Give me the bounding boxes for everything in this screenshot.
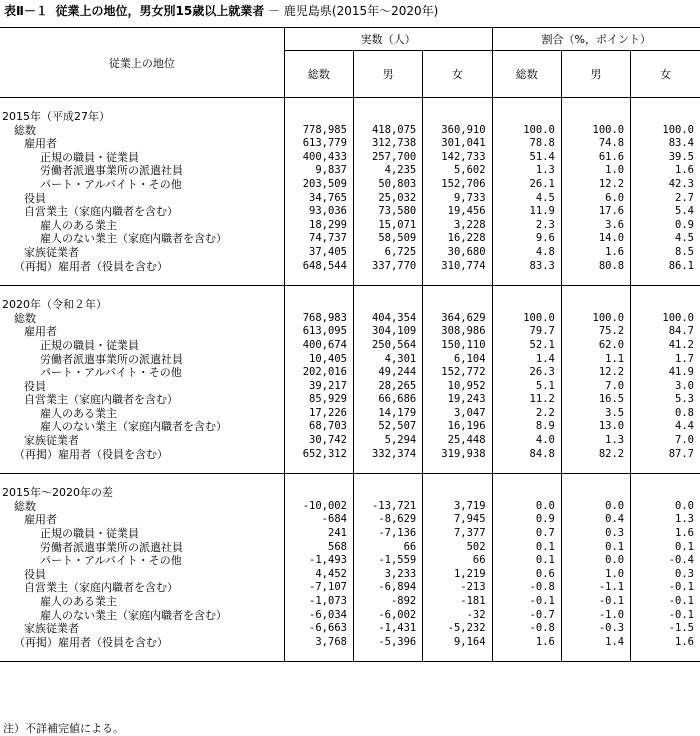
- row-label: 役員: [24, 191, 46, 205]
- table-cell: 337,770: [353, 260, 422, 274]
- table-cell: -0.4: [631, 554, 700, 568]
- table-cell: 100.0: [631, 124, 700, 138]
- row-label: 家族従業者: [24, 434, 79, 448]
- table-cell: 4,235: [353, 164, 422, 178]
- table-row: [0, 151, 700, 165]
- table-cell: 12.2: [561, 366, 630, 380]
- table-cell: -6,002: [353, 609, 422, 623]
- table-cell: -0.7: [492, 609, 561, 623]
- table-row: [0, 636, 700, 650]
- row-label: 雇用者: [24, 137, 57, 151]
- table-cell: 17.6: [561, 205, 630, 219]
- table-cell: 308,986: [423, 325, 492, 339]
- row-label: 雇人のない業主（家庭内職者を含む）: [40, 608, 227, 622]
- table-cell: 1.4: [561, 636, 630, 650]
- table-cell: 78.8: [492, 137, 561, 151]
- table-cell: 87.7: [631, 448, 700, 462]
- table-cell: -1,493: [284, 554, 353, 568]
- table-cell: 10,405: [284, 353, 353, 367]
- table-cell: 310,774: [423, 260, 492, 274]
- row-label: 雇人のある業主: [40, 595, 117, 608]
- table-cell: 93,036: [284, 205, 353, 219]
- table-cell: 19,243: [423, 393, 492, 407]
- table-cell: 4,452: [284, 568, 353, 582]
- table-cell: 10,952: [423, 380, 492, 394]
- table-cell: 4.0: [492, 434, 561, 448]
- row-label: （再掲）雇用者（役員を含む）: [14, 635, 168, 649]
- table-cell: 84.7: [631, 325, 700, 339]
- table-row: [0, 260, 700, 274]
- table-cell: 12.2: [561, 178, 630, 192]
- table-cell: 100.0: [492, 124, 561, 138]
- table-cell: 364,629: [423, 312, 492, 326]
- row-label: パート・アルバイト・その他: [40, 177, 182, 191]
- table-cell: 250,564: [353, 339, 422, 353]
- col-header-actual-male: 男: [353, 51, 422, 98]
- ratio-group-header: 割合（%，ポイント）: [492, 28, 700, 51]
- table-cell: 50,803: [353, 178, 422, 192]
- table-row: [0, 393, 700, 407]
- table-cell: -5,232: [423, 622, 492, 636]
- actual-group-header: 実数（人）: [284, 28, 492, 51]
- table-cell: 100.0: [561, 124, 630, 138]
- table-cell: 5,294: [353, 434, 422, 448]
- table-cell: 1.3: [492, 164, 561, 178]
- table-row: [0, 339, 700, 353]
- table-cell: 0.0: [492, 500, 561, 514]
- col-header-ratio-male: 男: [561, 51, 630, 98]
- table-cell: -684: [284, 513, 353, 527]
- table-row: [0, 178, 700, 192]
- table-cell: 11.9: [492, 205, 561, 219]
- table-cell: 0.7: [492, 527, 561, 541]
- table-cell: -1,431: [353, 622, 422, 636]
- table-cell: -892: [353, 595, 422, 609]
- table-cell: -7,136: [353, 527, 422, 541]
- table-cell: 0.9: [492, 513, 561, 527]
- table-cell: -0.1: [492, 595, 561, 609]
- table-cell: 51.4: [492, 151, 561, 165]
- table-cell: 18,299: [284, 219, 353, 233]
- table-cell: -6,663: [284, 622, 353, 636]
- row-label: 雇人のある業主: [40, 406, 117, 420]
- table-cell: 85,929: [284, 393, 353, 407]
- row-label: 雇用者: [24, 325, 57, 339]
- table-cell: 68,703: [284, 420, 353, 434]
- table-cell: 3.5: [561, 407, 630, 421]
- row-label: パート・アルバイト・その他: [40, 554, 182, 568]
- row-label: 総数: [14, 311, 36, 325]
- table-cell: 11.2: [492, 393, 561, 407]
- table-row: [0, 568, 700, 582]
- row-label: 雇人のない業主（家庭内職者を含む）: [40, 420, 227, 434]
- table-cell: 16.5: [561, 393, 630, 407]
- table-cell: 52,507: [353, 420, 422, 434]
- table-row: [0, 420, 700, 434]
- table-cell: -213: [423, 581, 492, 595]
- table-cell: 7.0: [561, 380, 630, 394]
- table-cell: 30,680: [423, 246, 492, 260]
- row-label: 総数: [14, 123, 36, 137]
- row-label: 自営業主（家庭内職者を含む）: [24, 205, 178, 219]
- table-cell: 150,110: [423, 339, 492, 353]
- table-cell: 4.8: [492, 246, 561, 260]
- table-cell: 100.0: [561, 312, 630, 326]
- row-label: 労働者派遣事業所の派遣社員: [40, 540, 183, 554]
- table-cell: 768,983: [284, 312, 353, 326]
- row-label: 総数: [14, 499, 36, 513]
- row-label: 労働者派遣事業所の派遣社員: [40, 352, 183, 366]
- table-cell: 84.8: [492, 448, 561, 462]
- row-label: パート・アルバイト・その他: [40, 366, 182, 380]
- table-cell: 3,719: [423, 500, 492, 514]
- table-subtitle: － 鹿児島県(2015年～2020年): [268, 4, 439, 18]
- table-cell: 5.1: [492, 380, 561, 394]
- table-row: [0, 541, 700, 555]
- row-label: 家族従業者: [24, 622, 79, 636]
- table-cell: 7.0: [631, 434, 700, 448]
- table-cell: 5.4: [631, 205, 700, 219]
- table-row: [0, 595, 700, 609]
- table-cell: 66: [423, 554, 492, 568]
- table-cell: -0.8: [492, 622, 561, 636]
- table-title: [4, 2, 438, 19]
- row-label: 雇用者: [24, 513, 57, 527]
- table-cell: 16,196: [423, 420, 492, 434]
- table-cell: 5.3: [631, 393, 700, 407]
- col-header-actual-female: 女: [423, 51, 492, 98]
- table-cell: 5,602: [423, 164, 492, 178]
- table-cell: 1.0: [561, 568, 630, 582]
- table-cell: 6,725: [353, 246, 422, 260]
- table-cell: 4.5: [631, 232, 700, 246]
- table-cell: 4.5: [492, 192, 561, 206]
- table-cell: 418,075: [353, 124, 422, 138]
- table-cell: 304,109: [353, 325, 422, 339]
- table-cell: 74.8: [561, 137, 630, 151]
- table-row: [0, 500, 700, 514]
- table-cell: 1.6: [631, 527, 700, 541]
- table-cell: 568: [284, 541, 353, 555]
- table-cell: 0.0: [631, 500, 700, 514]
- table-main-title: 従業上の地位，男女別15歳以上就業者: [55, 4, 265, 18]
- table-cell: -0.1: [631, 609, 700, 623]
- table-cell: 3,233: [353, 568, 422, 582]
- table-row: [0, 353, 700, 367]
- table-cell: 1.6: [631, 164, 700, 178]
- table-cell: 2.3: [492, 219, 561, 233]
- table-row: [0, 192, 700, 206]
- table-cell: -1.0: [561, 609, 630, 623]
- table-cell: 0.9: [631, 219, 700, 233]
- table-cell: 1,219: [423, 568, 492, 582]
- table-cell: 1.1: [561, 353, 630, 367]
- table-cell: 49,244: [353, 366, 422, 380]
- table-cell: 404,354: [353, 312, 422, 326]
- col-header-actual-total: 総数: [284, 51, 353, 98]
- table-cell: 0.0: [561, 500, 630, 514]
- table-cell: 42.3: [631, 178, 700, 192]
- table-cell: 319,938: [423, 448, 492, 462]
- table-cell: 66,686: [353, 393, 422, 407]
- row-label: 雇人のある業主: [40, 218, 117, 232]
- table-cell: 4,301: [353, 353, 422, 367]
- table-cell: 26.3: [492, 366, 561, 380]
- table-cell: 16,228: [423, 232, 492, 246]
- table-cell: 2.2: [492, 407, 561, 421]
- table-cell: 1.3: [561, 434, 630, 448]
- table-cell: 0.3: [561, 527, 630, 541]
- section-heading: 2015年（平成27年）: [2, 110, 110, 123]
- table-cell: 62.0: [561, 339, 630, 353]
- table-row: [0, 448, 700, 462]
- table-cell: 202,016: [284, 366, 353, 380]
- table-cell: 360,910: [423, 124, 492, 138]
- table-cell: 0.8: [631, 407, 700, 421]
- table-row: [0, 622, 700, 636]
- table-cell: 14,179: [353, 407, 422, 421]
- table-cell: 1.6: [631, 636, 700, 650]
- table-cell: 142,733: [423, 151, 492, 165]
- table-cell: -0.1: [631, 581, 700, 595]
- table-cell: 52.1: [492, 339, 561, 353]
- row-label-header: 従業上の地位: [0, 28, 284, 98]
- table-cell: 15,071: [353, 219, 422, 233]
- table-cell: -1,559: [353, 554, 422, 568]
- table-cell: -6,034: [284, 609, 353, 623]
- table-cell: 86.1: [631, 260, 700, 274]
- table-row: [0, 609, 700, 623]
- table-cell: 9,733: [423, 192, 492, 206]
- row-label: （再掲）雇用者（役員を含む）: [14, 259, 168, 273]
- table-cell: -6,894: [353, 581, 422, 595]
- table-row: [0, 124, 700, 138]
- table-cell: 613,779: [284, 137, 353, 151]
- table-cell: 8.5: [631, 246, 700, 260]
- table-row: [0, 554, 700, 568]
- table-cell: 9,164: [423, 636, 492, 650]
- table-cell: 1.6: [561, 246, 630, 260]
- table-cell: 778,985: [284, 124, 353, 138]
- col-header-ratio-total: 総数: [492, 51, 561, 98]
- table-cell: 6,104: [423, 353, 492, 367]
- table-cell: 3,047: [423, 407, 492, 421]
- table-cell: 41.2: [631, 339, 700, 353]
- table-cell: 100.0: [631, 312, 700, 326]
- table-cell: 17,226: [284, 407, 353, 421]
- footnote: 注）不詳補完値による。: [3, 722, 124, 735]
- table-cell: 0.3: [631, 568, 700, 582]
- table-cell: 26.1: [492, 178, 561, 192]
- table-cell: 400,433: [284, 151, 353, 165]
- table-cell: 4.4: [631, 420, 700, 434]
- table-cell: -0.8: [492, 581, 561, 595]
- table-cell: 0.1: [492, 541, 561, 555]
- col-header-ratio-female: 女: [631, 51, 700, 98]
- table-cell: 82.2: [561, 448, 630, 462]
- table-cell: 37,405: [284, 246, 353, 260]
- table-cell: 80.8: [561, 260, 630, 274]
- table-cell: -5,396: [353, 636, 422, 650]
- table-cell: 19,456: [423, 205, 492, 219]
- table-cell: 312,738: [353, 137, 422, 151]
- table-cell: 74,737: [284, 232, 353, 246]
- table-row: [0, 205, 700, 219]
- table-cell: 301,041: [423, 137, 492, 151]
- table-cell: 7,945: [423, 513, 492, 527]
- table-cell: -13,721: [353, 500, 422, 514]
- table-cell: 61.6: [561, 151, 630, 165]
- table-cell: -0.1: [631, 595, 700, 609]
- table-cell: 332,374: [353, 448, 422, 462]
- row-label: 家族従業者: [24, 245, 79, 259]
- table-cell: 14.0: [561, 232, 630, 246]
- table-cell: 3,768: [284, 636, 353, 650]
- table-cell: 100.0: [492, 312, 561, 326]
- table-cell: 13.0: [561, 420, 630, 434]
- table-cell: 0.1: [561, 541, 630, 555]
- table-cell: 1.4: [492, 353, 561, 367]
- table-cell: -0.3: [561, 622, 630, 636]
- table-cell: 3,228: [423, 219, 492, 233]
- table-cell: 28,265: [353, 380, 422, 394]
- row-label: 正規の職員・従業員: [40, 527, 139, 541]
- row-label: 雇人のない業主（家庭内職者を含む）: [40, 232, 227, 246]
- table-cell: 9.6: [492, 232, 561, 246]
- table-cell: -8,629: [353, 513, 422, 527]
- table-row: [0, 407, 700, 421]
- table-cell: 502: [423, 541, 492, 555]
- table-cell: 0.4: [561, 513, 630, 527]
- row-label: 役員: [24, 567, 46, 581]
- table-row: [0, 527, 700, 541]
- table-row: [0, 246, 700, 260]
- table-cell: -1,073: [284, 595, 353, 609]
- table-cell: 75.2: [561, 325, 630, 339]
- table-cell: 0.0: [561, 554, 630, 568]
- row-label: 自営業主（家庭内職者を含む）: [24, 581, 178, 595]
- table-number: 表Ⅱ－１: [4, 4, 48, 18]
- row-label: 役員: [24, 379, 46, 393]
- table-cell: 41.9: [631, 366, 700, 380]
- table-row: [0, 513, 700, 527]
- table-cell: 83.3: [492, 260, 561, 274]
- table-cell: 2.7: [631, 192, 700, 206]
- table-cell: 83.4: [631, 137, 700, 151]
- table-cell: 66: [353, 541, 422, 555]
- table-cell: 0.1: [631, 541, 700, 555]
- table-cell: -0.1: [561, 595, 630, 609]
- table-cell: 0.1: [492, 554, 561, 568]
- table-cell: 652,312: [284, 448, 353, 462]
- row-label: （再掲）雇用者（役員を含む）: [14, 447, 168, 461]
- table-cell: 39.5: [631, 151, 700, 165]
- table-cell: 613,095: [284, 325, 353, 339]
- row-label: 正規の職員・従業員: [40, 150, 139, 164]
- row-label: 正規の職員・従業員: [40, 338, 139, 352]
- table-cell: 0.6: [492, 568, 561, 582]
- row-label: 自営業主（家庭内職者を含む）: [24, 393, 178, 407]
- table-cell: 7,377: [423, 527, 492, 541]
- table-cell: 1.7: [631, 353, 700, 367]
- table-cell: 25,448: [423, 434, 492, 448]
- table-row: [0, 325, 700, 339]
- table-cell: 400,674: [284, 339, 353, 353]
- table-cell: 1.6: [492, 636, 561, 650]
- section-heading: 2020年（令和２年）: [2, 298, 107, 312]
- table-cell: -181: [423, 595, 492, 609]
- table-cell: 1.0: [561, 164, 630, 178]
- table-cell: 3.0: [631, 380, 700, 394]
- table-cell: 1.3: [631, 513, 700, 527]
- table-cell: 25,032: [353, 192, 422, 206]
- row-label: 労働者派遣事業所の派遣社員: [40, 164, 183, 178]
- table-cell: 648,544: [284, 260, 353, 274]
- table-cell: 152,772: [423, 366, 492, 380]
- table-cell: 241: [284, 527, 353, 541]
- table-cell: 58,509: [353, 232, 422, 246]
- table-cell: 3.6: [561, 219, 630, 233]
- table-row: [0, 219, 700, 233]
- table-row: [0, 137, 700, 151]
- table-cell: -1.1: [561, 581, 630, 595]
- table-row: [0, 366, 700, 380]
- employment-table: [0, 27, 700, 662]
- table-cell: 73,580: [353, 205, 422, 219]
- table-cell: 6.0: [561, 192, 630, 206]
- table-cell: -7,107: [284, 581, 353, 595]
- table-cell: -1.5: [631, 622, 700, 636]
- table-cell: 8.9: [492, 420, 561, 434]
- table-cell: 152,706: [423, 178, 492, 192]
- table-cell: 34,765: [284, 192, 353, 206]
- table-row: [0, 312, 700, 326]
- table-cell: 79.7: [492, 325, 561, 339]
- table-row: [0, 380, 700, 394]
- section-heading: 2015年～2020年の差: [2, 486, 113, 500]
- table-cell: -32: [423, 609, 492, 623]
- table-cell: 9,837: [284, 164, 353, 178]
- table-row: [0, 581, 700, 595]
- table-row: [0, 164, 700, 178]
- table-row: [0, 434, 700, 448]
- table-row: [0, 232, 700, 246]
- table-cell: 30,742: [284, 434, 353, 448]
- table-cell: 257,700: [353, 151, 422, 165]
- table-cell: 39,217: [284, 380, 353, 394]
- table-cell: 203,509: [284, 178, 353, 192]
- table-cell: -10,002: [284, 500, 353, 514]
